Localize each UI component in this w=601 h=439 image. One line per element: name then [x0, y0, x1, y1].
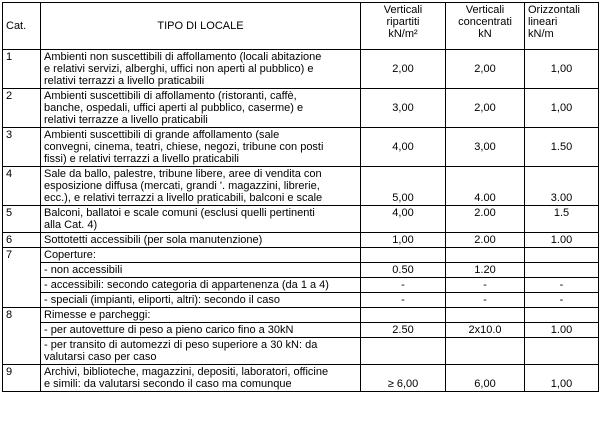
value-orizz: 1.00	[525, 323, 599, 338]
desc-cell: - non accessibili	[41, 263, 361, 278]
empty-cell	[525, 248, 599, 263]
cat-cell: 2	[3, 89, 41, 128]
value-vert-rip: ≥ 6,00	[361, 365, 446, 392]
table-row	[3, 278, 599, 293]
empty-cell	[446, 308, 525, 323]
table-row	[3, 128, 599, 167]
desc-cell: Archivi, biblioteche, magazzini, depositi, laboratori, officine e simili: da valutarsi secondo il caso ma comunque	[41, 365, 361, 392]
desc-cell: - per autovetture di peso a pieno carico fino a 30kN	[41, 323, 361, 338]
desc-cell: - accessibili: secondo categoria di appartenenza (da 1 a 4)	[41, 278, 361, 293]
desc-cell: Ambienti non suscettibili di affollamento (locali abitazione e relativi servizi, alberghi, uffici non aperti al pubblico) e relativi terrazzi a livello praticabili	[41, 50, 361, 89]
desc-cell: - per transito di automezzi di peso superiore a 30 kN: da valutarsi caso per caso	[41, 338, 361, 365]
value-vert-conc: 3,00	[446, 128, 525, 167]
cat-cell: 9	[3, 365, 41, 392]
value-vert-rip: 5,00	[361, 167, 446, 206]
empty-cell	[361, 308, 446, 323]
value-orizz: 1.50	[525, 128, 599, 167]
table-row	[3, 293, 599, 308]
value-orizz	[525, 263, 599, 278]
table-row	[3, 263, 599, 278]
value-vert-rip: -	[361, 293, 446, 308]
value-orizz: 1.00	[525, 233, 599, 248]
empty-cell	[446, 338, 525, 365]
table-row	[3, 167, 599, 206]
cat-cell: 6	[3, 233, 41, 248]
value-vert-conc: 2.00	[446, 206, 525, 233]
value-orizz: -	[525, 293, 599, 308]
header-orizz: Orizzontali lineari kN/m	[525, 3, 599, 50]
value-orizz: -	[525, 278, 599, 293]
value-vert-rip: 4,00	[361, 128, 446, 167]
cat-cell: 1	[3, 50, 41, 89]
value-vert-rip: 4,00	[361, 206, 446, 233]
desc-cell: Rimesse e parcheggi:	[41, 308, 361, 323]
header-vert-rip: Verticali ripartiti kN/m²	[361, 3, 446, 50]
value-vert-rip: -	[361, 278, 446, 293]
cat-cell: 5	[3, 206, 41, 233]
value-vert-conc: 2.00	[446, 233, 525, 248]
header-vert-conc: Verticali concentrati kN	[446, 3, 525, 50]
table-row	[3, 50, 599, 89]
value-orizz: 3.00	[525, 167, 599, 206]
desc-cell: - speciali (impianti, eliporti, altri): secondo il caso	[41, 293, 361, 308]
desc-cell: Sale da ballo, palestre, tribune libere, aree di vendita con esposizione diffusa (mercati, grandi '. magazzini, librerie, ecc.), e relativi terrazzi a livello praticabili, balconi e scale	[41, 167, 361, 206]
cat-cell: 3	[3, 128, 41, 167]
cat-cell: 7	[3, 248, 41, 308]
table-row	[3, 206, 599, 233]
empty-cell	[525, 308, 599, 323]
value-vert-conc: 6,00	[446, 365, 525, 392]
desc-cell: Sottotetti accessibili (per sola manutenzione)	[41, 233, 361, 248]
table-row	[3, 338, 599, 365]
table-row	[3, 233, 599, 248]
value-vert-conc: 4.00	[446, 167, 525, 206]
loads-table	[2, 2, 599, 392]
cat-cell: 8	[3, 308, 41, 365]
value-vert-conc: 2x10.0	[446, 323, 525, 338]
value-orizz: 1,00	[525, 50, 599, 89]
table-row	[3, 365, 599, 392]
table-row	[3, 89, 599, 128]
value-vert-conc: 2,00	[446, 50, 525, 89]
value-orizz: 1.5	[525, 206, 599, 233]
desc-cell: Ambienti suscettibili di grande affollamento (sale convegni, cinema, teatri, chiese, negozi, tribune con posti fissi) e relativi terrazzi a livello praticabili	[41, 128, 361, 167]
value-vert-rip: 1,00	[361, 233, 446, 248]
value-vert-rip: 2,00	[361, 50, 446, 89]
empty-cell	[361, 338, 446, 365]
value-vert-conc: 2,00	[446, 89, 525, 128]
value-vert-conc: -	[446, 278, 525, 293]
header-row	[3, 3, 599, 50]
header-cat: Cat.	[3, 3, 41, 50]
desc-cell: Ambienti suscettibili di affollamento (ristoranti, caffè, banche, ospedali, uffici aperti al pubblico, caserme) e relativi terrazze a livello praticabili	[41, 89, 361, 128]
empty-cell	[446, 248, 525, 263]
value-orizz: 1,00	[525, 365, 599, 392]
value-vert-conc: -	[446, 293, 525, 308]
value-vert-rip: 2.50	[361, 323, 446, 338]
cat-cell: 4	[3, 167, 41, 206]
value-vert-rip: 0.50	[361, 263, 446, 278]
header-tipo: TIPO DI LOCALE	[41, 3, 361, 50]
empty-cell	[525, 338, 599, 365]
table-row	[3, 248, 599, 263]
value-vert-rip: 3,00	[361, 89, 446, 128]
desc-cell: Coperture:	[41, 248, 361, 263]
empty-cell	[361, 248, 446, 263]
table-row	[3, 308, 599, 323]
desc-cell: Balconi, ballatoi e scale comuni (esclusi quelli pertinenti alla Cat. 4)	[41, 206, 361, 233]
value-orizz: 1,00	[525, 89, 599, 128]
table-row	[3, 323, 599, 338]
value-vert-conc: 1.20	[446, 263, 525, 278]
